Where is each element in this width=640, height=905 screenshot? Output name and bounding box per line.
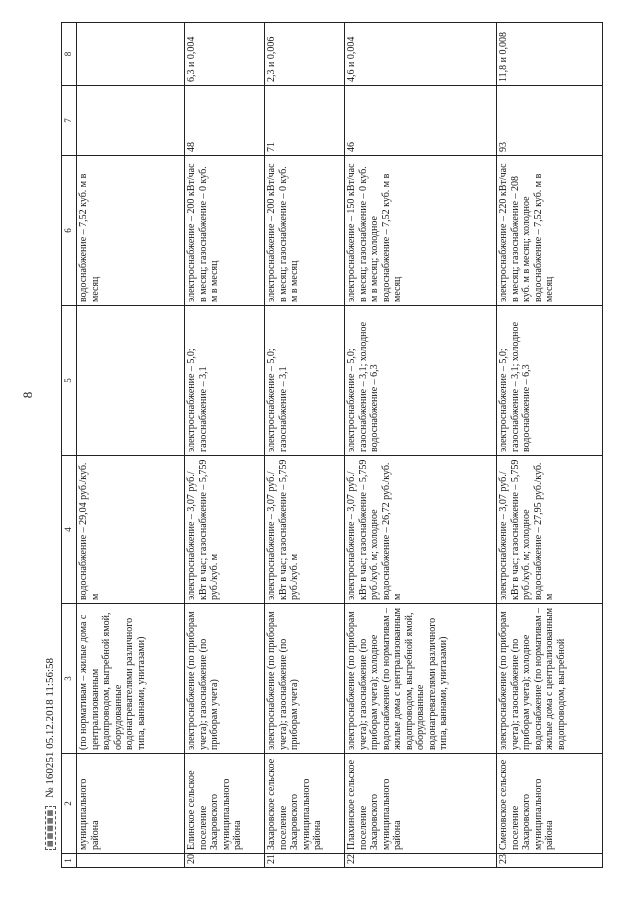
norm-values: электроснабжение – 5,0; газоснабжение – 3,1; холодное водоснабжение – 6,3 (497, 306, 603, 456)
col7-value (77, 86, 185, 156)
norm-values: электроснабжение – 5,0; газоснабжение – 3,1 (185, 306, 265, 456)
col-header-3: 3 (62, 604, 77, 754)
col-header-4: 4 (62, 456, 77, 604)
col8-value: 6,3 и 0,004 (185, 23, 265, 86)
settlement-name: Захаровское сельское поселение Захаровского муниципального района (265, 754, 345, 854)
table-row (345, 23, 497, 868)
consumption-values: электроснабжение – 200 кВт/час в месяц; газоснабжение – 0 куб. м в месяц (265, 156, 345, 306)
settlement-name: Елинское сельское поселение Захаровского муниципального района (185, 754, 265, 854)
table-row (185, 23, 265, 868)
col8-value: 11,8 и 0,008 (497, 23, 603, 86)
billing-basis: электроснабжение (по приборам учета); газоснабжение (по приборам учета); холодное водоснабжение (по нормативам – жилые дома с централизованным водопроводом, выгребной (497, 604, 603, 754)
col7-value: 46 (345, 86, 497, 156)
stamp-logo: ▦▦▦▦▦ (45, 806, 56, 850)
billing-basis: электроснабжение (по приборам учета); газоснабжение (по приборам учета); холодное водоснабжение (по нормативам – жилые дома с централизованным водопроводом, выгребной ямой, оборудованные водонагревателями различного типа, ваннами, унитазами) (345, 604, 497, 754)
col8-value (77, 23, 185, 86)
col-header-5: 5 (62, 306, 77, 456)
col8-value: 2,3 и 0,006 (265, 23, 345, 86)
tariff-values: электроснабжение – 3,07 руб./кВт в час; газоснабжение – 5,759 руб./куб. м; холодное водоснабжение – 26,72 руб./куб. м (345, 456, 497, 604)
col-header-6: 6 (62, 156, 77, 306)
billing-basis: электроснабжение (по приборам учета); газоснабжение (по приборам учета) (265, 604, 345, 754)
row-number: 20 (185, 854, 265, 868)
col-header-7: 7 (62, 86, 77, 156)
consumption-values: электроснабжение – 200 кВт/час в месяц; газоснабжение – 0 куб. м в месяц (185, 156, 265, 306)
page-number: 8 (20, 391, 35, 399)
consumption-values: электроснабжение – 220 кВт/час в месяц; газоснабжение – 208 куб. м в месяц; холодное водоснабжение – 7,52 куб. м в месяц (497, 156, 603, 306)
table-row (265, 23, 345, 868)
header-row (62, 23, 77, 868)
row-number (77, 854, 185, 868)
col-header-8: 8 (62, 23, 77, 86)
consumption-values: электроснабжение – 150 кВт/час в месяц; газоснабжение – 0 куб. м в месяц; холодное водоснабжение – 7,52 куб. м в месяц (345, 156, 497, 306)
table-row (497, 23, 603, 868)
tariff-table (61, 22, 603, 868)
row-number: 21 (265, 854, 345, 868)
col-header-1: 1 (62, 854, 77, 868)
settlement-name: муниципального района (77, 754, 185, 854)
col7-value: 93 (497, 86, 603, 156)
col7-value: 71 (265, 86, 345, 156)
billing-basis: электроснабжение (по приборам учета); газоснабжение (по приборам учета) (185, 604, 265, 754)
tariff-values: электроснабжение – 3,07 руб./кВт в час; газоснабжение – 5,759 руб./куб. м; холодное водоснабжение – 27,95 руб./куб. м (497, 456, 603, 604)
tariff-values: электроснабжение – 3,07 руб./кВт в час; газоснабжение – 5,759 руб./куб. м (185, 456, 265, 604)
row-number: 23 (497, 854, 603, 868)
norm-values (77, 306, 185, 456)
billing-basis: (по нормативам – жилые дома с централизованным водопроводом, выгребной ямой, оборудованные водонагревателями различного типа, ваннами, унитазами) (77, 604, 185, 754)
col-header-2: 2 (62, 754, 77, 854)
consumption-values: водоснабжение – 7,52 куб. м в месяц (77, 156, 185, 306)
tariff-values: водоснабжение – 29,04 руб./куб. м (77, 456, 185, 604)
document-footer (44, 658, 56, 850)
col8-value: 4,6 и 0,004 (345, 23, 497, 86)
col7-value: 48 (185, 86, 265, 156)
footer-serial: № 160251 05.12.2018 11:56:58 (44, 657, 56, 798)
tariff-values: электроснабжение – 3,07 руб./кВт в час; газоснабжение – 5,759 руб./куб. м (265, 456, 345, 604)
settlement-name: Плахинское сельское поселение Захаровского муниципального района (345, 754, 497, 854)
tariff-table-container (61, 23, 601, 868)
norm-values: электроснабжение – 5,0; газоснабжение – 3,1; холодное водоснабжение – 6,3 (345, 306, 497, 456)
norm-values: электроснабжение – 5,0; газоснабжение – 3,1 (265, 306, 345, 456)
table-row (77, 23, 185, 868)
row-number: 22 (345, 854, 497, 868)
settlement-name: Сменовское сельское поселение Захаровского муниципального района (497, 754, 603, 854)
